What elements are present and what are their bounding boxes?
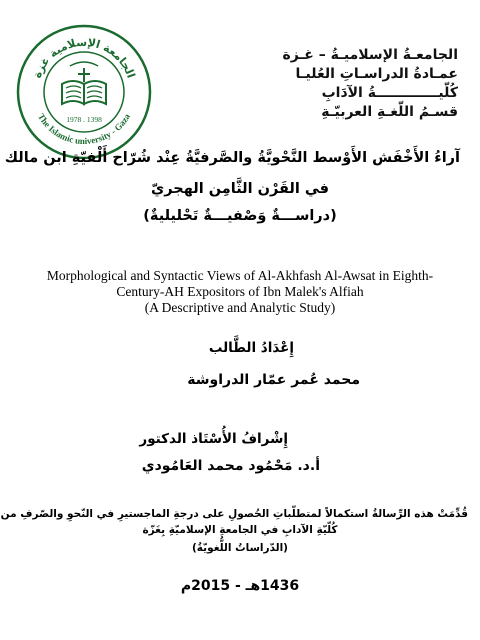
logo-top-text: الجامعة الإسلامية غزة (30, 35, 138, 80)
english-title-line-2: Century-AH Expositors of Ibn Malek's Alfiah (116, 284, 364, 299)
submission-date: 1436هـ - 2015م (180, 578, 300, 594)
prepared-by-label: إِعْدَادُ الطَّالب (208, 340, 294, 356)
submission-statement-line-2: كُلّيّةِ الآدابِ في الجامعةِ الإسلاميّةِ بِغَزّة (142, 524, 338, 536)
university-name: الجامعـةُ الإسلاميـةُ – غـزة (282, 47, 458, 63)
faculty-name: كُلّيـــــــــــــةُ الآدَابِ (321, 85, 458, 101)
submission-statement-line-3: (الدّراساتُ اللُّغويّةُ) (192, 542, 288, 554)
deanship-name: عمـادةُ الدراسـاتِ العُليـا (295, 66, 458, 82)
supervisor-label: إِشْرافُ الأُسْتَاذ الدكتور (139, 431, 288, 447)
arabic-title-line-1: آراءُ الأَخْفَش الأَوْسط النَّحْويَّةُ والصَّرفيَّةُ عِنْد شُرّاح أَلْفيّةِ ابن مالك (4, 150, 460, 166)
university-logo (14, 22, 154, 162)
arabic-title-line-2: في القَرْن الثَّامِن الهجريّ (150, 181, 330, 197)
student-name: محمد عُمر عمّار الدراوشة (187, 372, 360, 388)
logo-bottom-text: The Islamic university - Gaza (35, 111, 133, 147)
department-name: قسـمُ اللّغـةِ العربيّـةِ (321, 104, 458, 120)
submission-statement-line-1: قُدِّمَتْ هذه الرِّسالةُ استكمالاً لمتطلّباتِ الحُصولِ على درجةِ الماجستيرِ في النّحوِ والصّرفِ من (0, 508, 468, 520)
supervisor-name: أ.د. مَحْمُود محمد العَامُودي (141, 458, 320, 474)
english-title-line-1: Morphological and Syntactic Views of Al-Akhfash Al-Awsat in Eighth- (46, 268, 434, 283)
institution-header (228, 46, 458, 122)
book-emblem-icon (62, 62, 106, 104)
english-title-line-3: (A Descriptive and Analytic Study) (144, 300, 336, 315)
arabic-title-line-3: (دراســـةٌ وَصْفيـــةٌ تَحْليليةٌ) (143, 208, 337, 224)
logo-year-text: 1978 . 1398 (66, 115, 102, 124)
